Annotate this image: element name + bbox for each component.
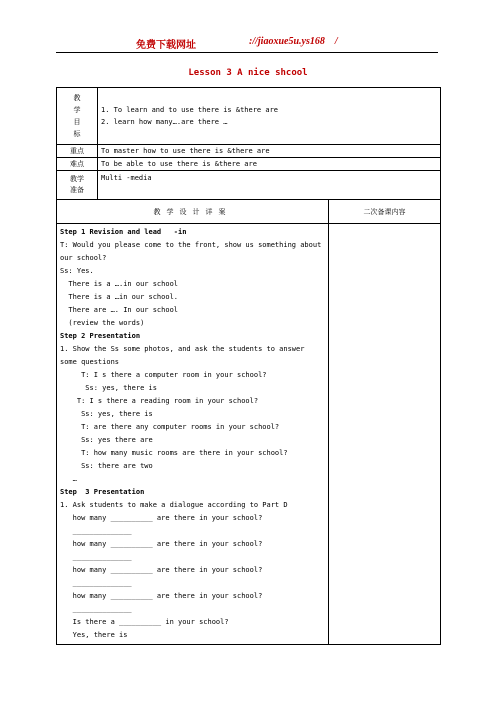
- procedure-line: T: I s there a reading room in your school?: [60, 397, 259, 405]
- objective-item: 2. learn how many….are there …: [101, 118, 228, 126]
- step-heading: Step 2 Presentation: [60, 332, 141, 340]
- procedure-line: T: Would you please come to the front, show us something about our school?: [60, 241, 322, 262]
- procedure-line: Is there a __________ in your school?: [60, 618, 229, 626]
- lesson-plan-table: [56, 87, 441, 645]
- answer-blank: ______________: [60, 605, 132, 613]
- notes-header: 二次备课内容: [329, 200, 441, 224]
- step-heading: Step 3 Presentation: [60, 488, 145, 496]
- answer-blank: ______________: [60, 579, 132, 587]
- page-header: [56, 36, 438, 53]
- step-heading: Step 1 Revision and lead -in: [60, 228, 187, 236]
- header-download-label: 免费下载网址: [136, 40, 196, 51]
- design-header-row: [57, 200, 441, 224]
- procedure-line: how many __________ are there in your school?: [60, 592, 263, 600]
- procedure-line: There is a ….in our school: [60, 280, 179, 288]
- lesson-title: Lesson 3 A nice shcool: [188, 68, 308, 78]
- procedure-line: There is a …in our school.: [60, 293, 179, 301]
- difficulty-text: To be able to use there is &there are: [98, 158, 441, 171]
- objective-item: 1. To learn and to use there is &there are: [101, 106, 279, 114]
- procedure-line: T: I s there a computer room in your school?: [60, 371, 267, 379]
- difficulty-label: 难点: [57, 158, 98, 171]
- objectives-content: [98, 88, 441, 145]
- objectives-row: [57, 88, 441, 145]
- procedure-line: 1. Show the Ss some photos, and ask the students to answer some questions: [60, 345, 305, 366]
- procedure-row: [57, 224, 441, 645]
- objectives-label: 教 学 目 标: [57, 88, 98, 145]
- procedure-line: There are …. In our school: [60, 306, 179, 314]
- procedure-line: (review the words): [60, 319, 145, 327]
- procedure-line: …: [60, 475, 77, 483]
- key-point-label: 重点: [57, 145, 98, 158]
- key-point-row: [57, 145, 441, 158]
- preparation-row: [57, 171, 441, 200]
- header-url: ://jiaoxue5u.ys168 /: [249, 36, 338, 47]
- procedure-line: Ss: yes there are: [60, 436, 153, 444]
- procedure-content: [57, 224, 329, 645]
- preparation-label: 教学 准备: [57, 171, 98, 200]
- procedure-line: Yes, there is: [60, 631, 128, 639]
- difficulty-row: [57, 158, 441, 171]
- procedure-line: how many __________ are there in your school?: [60, 514, 263, 522]
- procedure-line: Ss: there are two: [60, 462, 153, 470]
- procedure-line: how many __________ are there in your school?: [60, 540, 263, 548]
- answer-blank: ______________: [60, 553, 132, 561]
- procedure-line: how many __________ are there in your school?: [60, 566, 263, 574]
- procedure-line: Ss: yes, there is: [60, 384, 157, 392]
- answer-blank: ______________: [60, 527, 132, 535]
- procedure-line: 1. Ask students to make a dialogue according to Part D: [60, 501, 288, 509]
- notes-content: [329, 224, 441, 645]
- design-header: 教学设计详案: [57, 200, 329, 224]
- key-point-text: To master how to use there is &there are: [98, 145, 441, 158]
- procedure-line: T: are there any computer rooms in your school?: [60, 423, 280, 431]
- procedure-line: Ss: yes, there is: [60, 410, 153, 418]
- procedure-line: Ss: Yes.: [60, 267, 94, 275]
- procedure-line: T: how many music rooms are there in your school?: [60, 449, 288, 457]
- preparation-text: Multi -media: [98, 171, 441, 200]
